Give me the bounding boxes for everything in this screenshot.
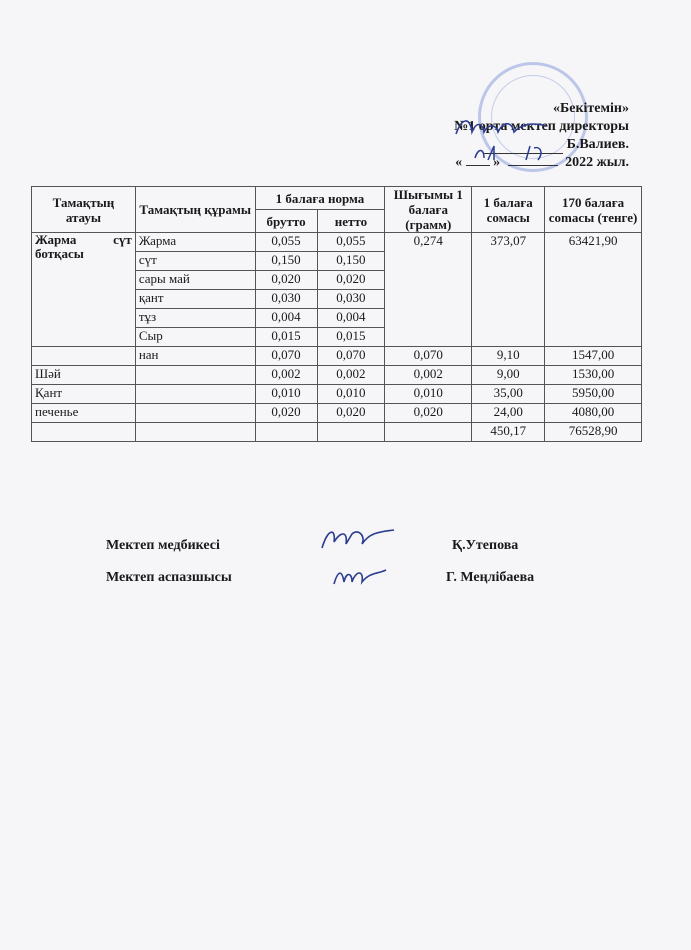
item-yield: 0,010 — [385, 385, 472, 404]
ingredient-name: Жарма — [135, 233, 255, 252]
sum-per-child: 450,17 — [472, 423, 545, 442]
table-row — [32, 347, 642, 366]
ingredient-netto: 0,004 — [317, 309, 385, 328]
director-signature — [452, 112, 552, 142]
item-per-child: 24,00 — [472, 404, 545, 423]
header-yield: Шығымы 1 балаға (грамм) — [385, 187, 472, 233]
ingredient-name: сүт — [135, 252, 255, 271]
director-name: Б.Валиев. — [566, 137, 629, 152]
table-row — [32, 366, 642, 385]
ingredient-netto: 0,030 — [317, 290, 385, 309]
item-total: 1547,00 — [545, 347, 642, 366]
item-per-child: 9,10 — [472, 347, 545, 366]
ingredient-brutto: 0,015 — [255, 328, 317, 347]
nurse-signature — [318, 522, 398, 554]
approval-position: №1 орта мектеп директоры — [454, 119, 629, 134]
ingredient-name: Сыр — [135, 328, 255, 347]
item-netto: 0,070 — [317, 347, 385, 366]
header-composition: Тамақтың құрамы — [135, 187, 255, 233]
table-row-sum — [32, 423, 642, 442]
dish-total: 63421,90 — [545, 233, 642, 347]
dish-yield: 0,274 — [385, 233, 472, 347]
ingredient-name: қант — [135, 290, 255, 309]
item-brutto: 0,070 — [255, 347, 317, 366]
item-netto: 0,002 — [317, 366, 385, 385]
ingredient-netto: 0,055 — [317, 233, 385, 252]
date-handwriting — [470, 140, 560, 166]
ingredient-brutto: 0,055 — [255, 233, 317, 252]
menu-table — [31, 186, 642, 442]
item-netto: 0,020 — [317, 404, 385, 423]
item-name: печенье — [32, 404, 136, 423]
header-total: 170 балаға соmасы (тенге) — [545, 187, 642, 233]
item-yield: 0,070 — [385, 347, 472, 366]
item-name: Шәй — [32, 366, 136, 385]
approval-title: «Бекітемін» — [552, 101, 629, 116]
ingredient-brutto: 0,020 — [255, 271, 317, 290]
item-yield: 0,002 — [385, 366, 472, 385]
header-name: Тамақтың атауы — [32, 187, 136, 233]
item-per-child: 9,00 — [472, 366, 545, 385]
header-brutto: брутто — [255, 210, 317, 233]
ingredient-name: тұз — [135, 309, 255, 328]
item-per-child: 35,00 — [472, 385, 545, 404]
ingredient-brutto: 0,030 — [255, 290, 317, 309]
item-total: 5950,00 — [545, 385, 642, 404]
item-name: Қант — [32, 385, 136, 404]
header-netto: нетто — [317, 210, 385, 233]
item-yield: 0,020 — [385, 404, 472, 423]
cook-signature — [330, 560, 390, 590]
header-norm: 1 балаға норма — [255, 187, 385, 210]
item-brutto: 0,010 — [255, 385, 317, 404]
approval-year: 2022 жыл. — [565, 155, 629, 170]
item-netto: 0,010 — [317, 385, 385, 404]
ingredient-netto: 0,020 — [317, 271, 385, 290]
nurse-title: Мектеп медбикесі — [106, 538, 220, 553]
sum-total: 76528,90 — [545, 423, 642, 442]
table-row — [32, 385, 642, 404]
dish-name: Жарма сүт ботқасы — [32, 233, 136, 347]
table-row — [32, 233, 642, 252]
item-brutto: 0,002 — [255, 366, 317, 385]
cook-title: Мектеп аспазшысы — [106, 570, 232, 585]
item-name: нан — [135, 347, 255, 366]
item-brutto: 0,020 — [255, 404, 317, 423]
ingredient-netto: 0,150 — [317, 252, 385, 271]
ingredient-brutto: 0,004 — [255, 309, 317, 328]
nurse-name: Қ.Утепова — [452, 538, 519, 553]
header-per-child: 1 балаға сомасы — [472, 187, 545, 233]
dish-per-child: 373,07 — [472, 233, 545, 347]
item-total: 1530,00 — [545, 366, 642, 385]
item-total: 4080,00 — [545, 404, 642, 423]
approval-date: « » 2022 жыл. — [455, 155, 629, 170]
table-row — [32, 404, 642, 423]
ingredient-brutto: 0,150 — [255, 252, 317, 271]
ingredient-netto: 0,015 — [317, 328, 385, 347]
cook-name: Г. Меңлібаева — [446, 570, 535, 585]
ingredient-name: сары май — [135, 271, 255, 290]
